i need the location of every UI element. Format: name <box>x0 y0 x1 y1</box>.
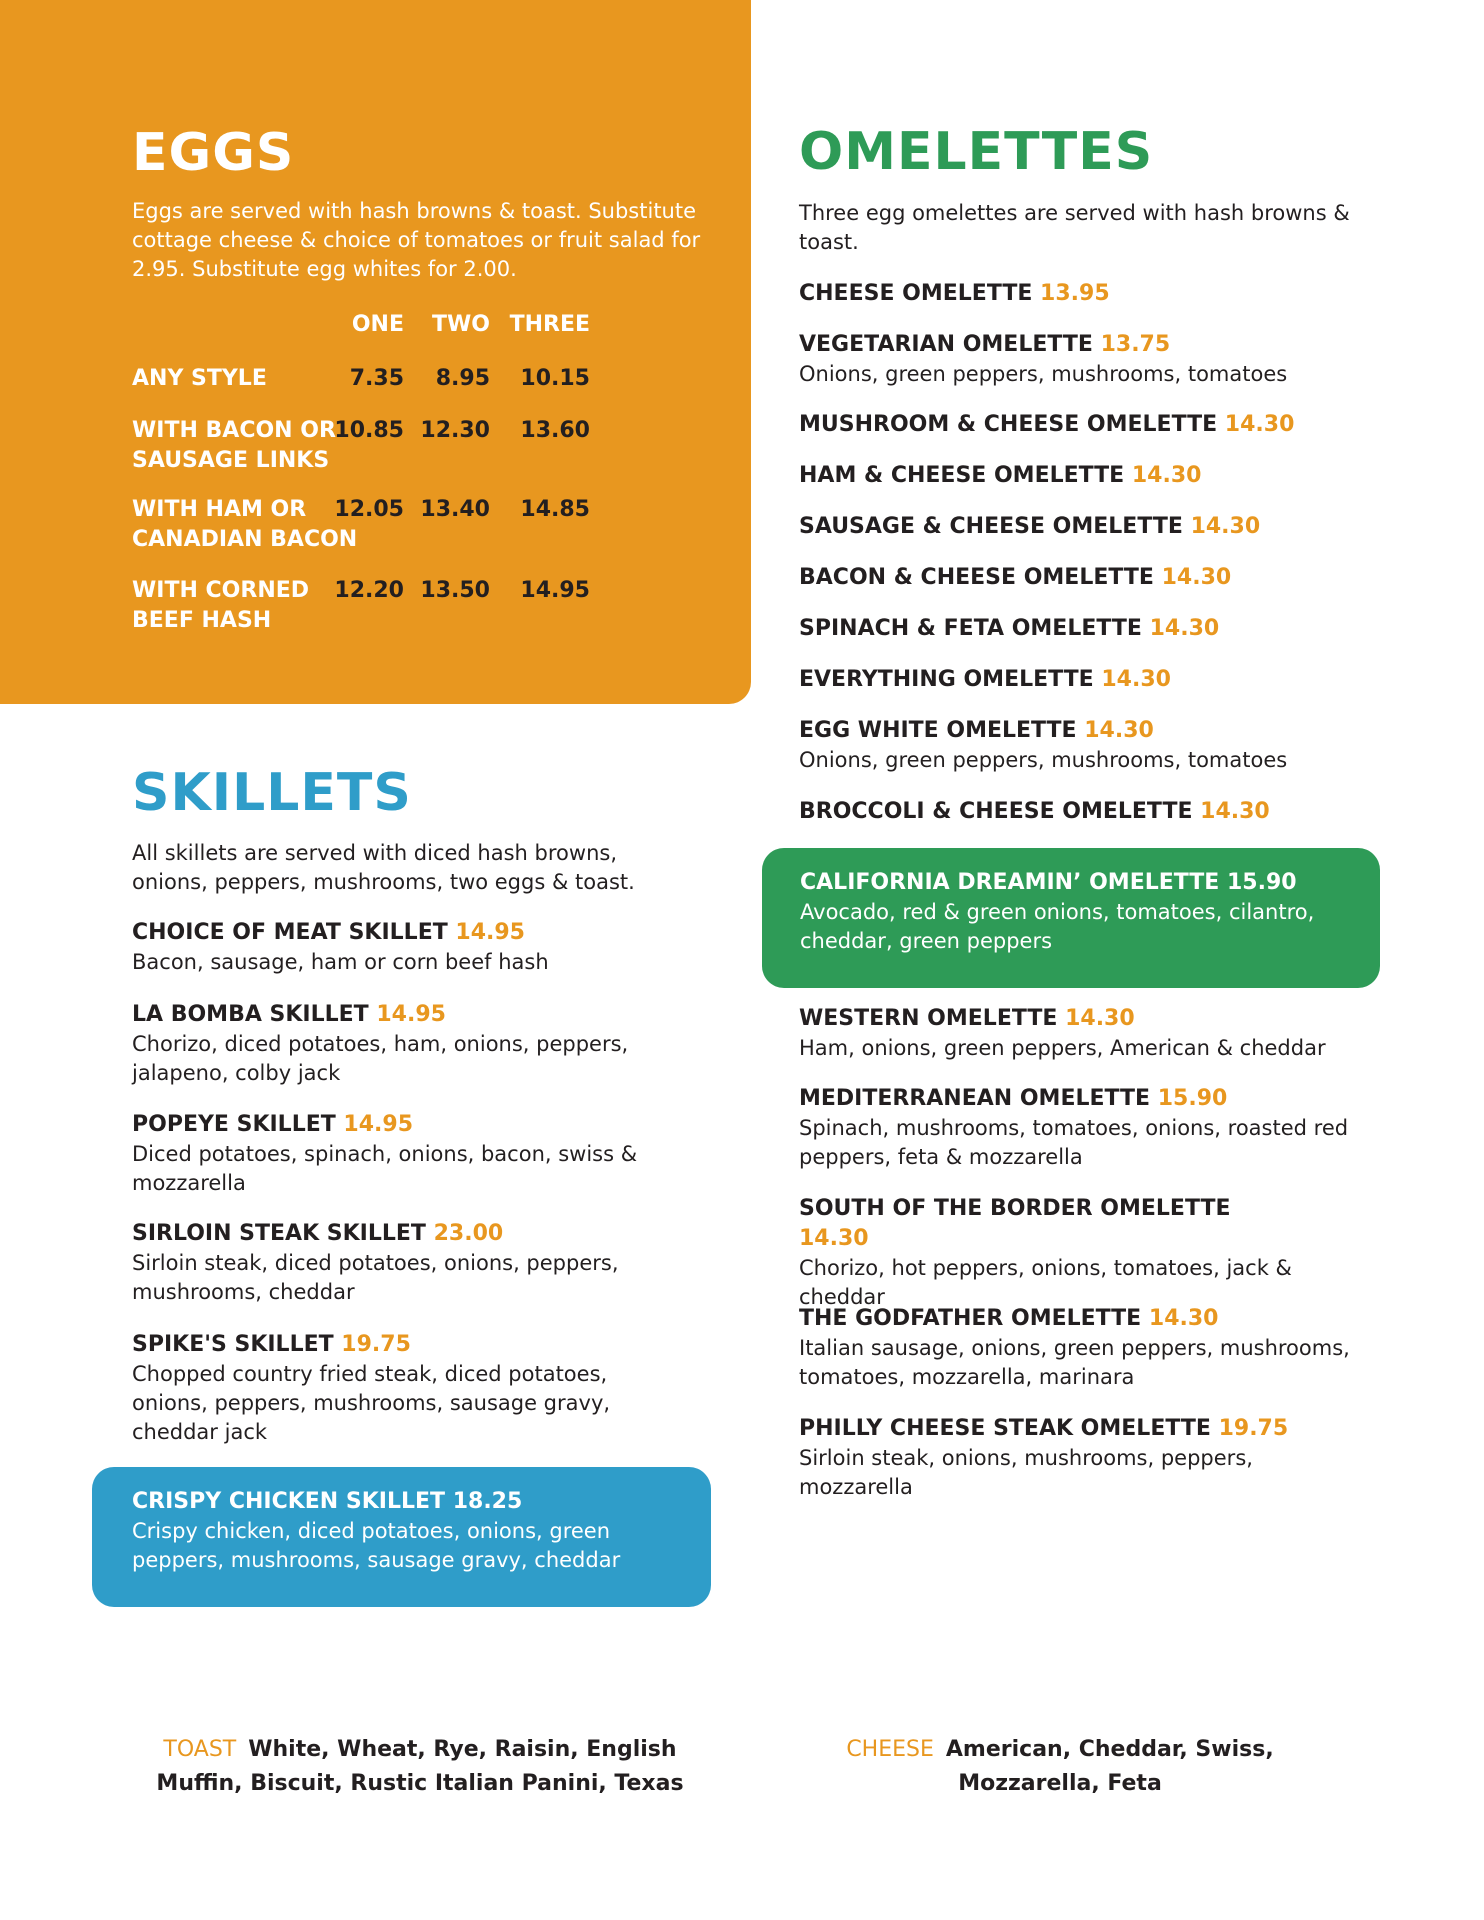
item-name: EGG WHITE OMELETTE <box>799 718 1077 743</box>
featured-menu-item <box>800 868 1360 956</box>
menu-item <box>799 1084 1359 1172</box>
item-price: 13.75 <box>1100 332 1171 357</box>
featured-omelette-box <box>762 848 1380 988</box>
item-description: Bacon, sausage, ham or corn beef hash <box>132 950 549 974</box>
item-description: Avocado, red & green onions, tomatoes, cilantro, cheddar, green peppers <box>800 900 1315 953</box>
eggs-price-three: 13.60 <box>520 418 590 443</box>
cheese-list: American, Cheddar, Swiss, Mozzarella, Feta <box>945 1737 1274 1796</box>
menu-item <box>799 1414 1339 1502</box>
eggs-row-label: ANY STYLE <box>132 366 267 391</box>
menu-item <box>799 512 1379 542</box>
item-price: 14.95 <box>343 1112 414 1137</box>
item-description: Chorizo, hot peppers, onions, tomatoes, jack & cheddar <box>799 1256 1292 1309</box>
item-price: 14.30 <box>1101 667 1171 692</box>
item-price: 14.30 <box>1200 799 1270 824</box>
eggs-row-label: WITH BACON OR SAUSAGE LINKS <box>132 418 336 473</box>
eggs-price-two: 13.50 <box>420 578 490 603</box>
eggs-title: EGGS <box>132 123 295 183</box>
eggs-price-one: 12.20 <box>334 578 404 603</box>
item-name: LA BOMBA SKILLET <box>132 1002 369 1027</box>
item-price: 14.30 <box>1148 1306 1219 1331</box>
item-description: Onions, green peppers, mushrooms, tomatoes <box>799 748 1288 772</box>
item-description: Sirloin steak, diced potatoes, onions, peppers, mushrooms, cheddar <box>132 1251 619 1304</box>
menu-item <box>799 716 1379 775</box>
eggs-row <box>132 576 652 636</box>
item-price: 14.30 <box>1224 412 1295 437</box>
menu-item <box>799 665 1379 695</box>
toast-list: White, Wheat, Rye, Raisin, English Muffin, Biscuit, Rustic Italian Panini, Texas <box>156 1737 684 1796</box>
item-name: SOUTH OF THE BORDER OMELETTE <box>799 1196 1231 1221</box>
item-name: SPINACH & FETA OMELETTE <box>799 616 1142 641</box>
item-name: VEGETARIAN OMELETTE <box>799 332 1093 357</box>
item-name: BROCCOLI & CHEESE OMELETTE <box>799 799 1193 824</box>
item-description: Sirloin steak, onions, mushrooms, peppers, mozzarella <box>799 1446 1253 1499</box>
item-name: THE GODFATHER OMELETTE <box>799 1306 1142 1331</box>
eggs-price-table <box>132 312 652 342</box>
item-name: SAUSAGE & CHEESE OMELETTE <box>799 514 1183 539</box>
cheese-options <box>840 1733 1280 1801</box>
omelettes-description: Three egg omelettes are served with hash browns & toast. <box>799 201 1350 254</box>
item-description: Ham, onions, green peppers, American & cheddar <box>799 1036 1326 1060</box>
eggs-row-label: WITH HAM OR CANADIAN BACON <box>132 497 358 552</box>
item-description: Italian sausage, onions, green peppers, mushrooms, tomatoes, mozzarella, marinara <box>799 1336 1350 1389</box>
item-price: 14.30 <box>1190 514 1261 539</box>
item-name: MEDITERRANEAN OMELETTE <box>799 1086 1151 1111</box>
menu-item <box>799 1004 1399 1063</box>
eggs-description: Eggs are served with hash browns & toast. Substitute cottage cheese & choice of tomatoes or fruit salad for 2.95. Substitute egg whites for 2.00. <box>132 199 701 281</box>
menu-item <box>799 614 1379 644</box>
item-price: 23.00 <box>433 1221 504 1246</box>
item-name: SIRLOIN STEAK SKILLET <box>132 1221 426 1246</box>
column-three: THREE <box>509 312 590 337</box>
item-name: POPEYE SKILLET <box>132 1112 336 1137</box>
item-name: CRISPY CHICKEN SKILLET <box>132 1489 446 1514</box>
menu-item <box>799 279 1379 309</box>
eggs-row-label: WITH CORNED BEEF HASH <box>132 578 310 633</box>
cheese-label: CHEESE <box>846 1737 934 1762</box>
item-name: EVERYTHING OMELETTE <box>799 667 1094 692</box>
item-name: CALIFORNIA DREAMIN’ OMELETTE <box>800 870 1220 895</box>
item-price: 18.25 <box>452 1489 523 1514</box>
eggs-price-three: 10.15 <box>520 366 590 391</box>
item-description: Diced potatoes, spinach, onions, bacon, swiss & mozzarella <box>132 1142 638 1195</box>
item-price: 14.95 <box>455 920 525 945</box>
skillets-description: All skillets are served with diced hash browns, onions, peppers, mushrooms, two eggs & toast. <box>132 841 635 894</box>
menu-item <box>132 1000 692 1088</box>
item-price: 19.75 <box>1218 1416 1289 1441</box>
eggs-price-two: 13.40 <box>420 497 490 522</box>
eggs-price-one: 12.05 <box>334 497 404 522</box>
toast-options <box>120 1733 720 1801</box>
item-price: 14.30 <box>1131 463 1202 488</box>
menu-item <box>799 330 1379 389</box>
eggs-row <box>132 364 652 424</box>
item-price: 15.90 <box>1157 1086 1228 1111</box>
item-name: MUSHROOM & CHEESE OMELETTE <box>799 412 1218 437</box>
eggs-price-one: 7.35 <box>349 366 404 391</box>
item-name: WESTERN OMELETTE <box>799 1006 1058 1031</box>
item-description: Crispy chicken, diced potatoes, onions, green peppers, mushrooms, sausage gravy, cheddar <box>132 1519 621 1572</box>
item-name: PHILLY CHEESE STEAK OMELETTE <box>799 1416 1211 1441</box>
omelettes-title: OMELETTES <box>799 122 1154 182</box>
item-description: Spinach, mushrooms, tomatoes, onions, roasted red peppers, feta & mozzarella <box>799 1116 1349 1169</box>
menu-item <box>799 461 1379 491</box>
menu-item <box>132 1110 662 1198</box>
eggs-price-three: 14.85 <box>520 497 590 522</box>
item-description: Onions, green peppers, mushrooms, tomatoes <box>799 362 1288 386</box>
item-description: Chorizo, diced potatoes, ham, onions, peppers, jalapeno, colby jack <box>132 1032 629 1085</box>
column-one: ONE <box>351 312 404 337</box>
eggs-price-three: 14.95 <box>520 578 590 603</box>
item-price: 15.90 <box>1226 870 1297 895</box>
eggs-row <box>132 416 652 476</box>
item-name: HAM & CHEESE OMELETTE <box>799 463 1125 488</box>
eggs-price-two: 8.95 <box>435 366 490 391</box>
item-description: Chopped country fried steak, diced potatoes, onions, peppers, mushrooms, sausage gravy, cheddar jack <box>132 1362 611 1444</box>
menu-item <box>799 563 1379 593</box>
item-name: SPIKE'S SKILLET <box>132 1332 334 1357</box>
item-price: 14.30 <box>1149 616 1220 641</box>
menu-item <box>132 918 692 977</box>
skillets-title: SKILLETS <box>132 763 412 823</box>
item-name: BACON & CHEESE OMELETTE <box>799 565 1154 590</box>
eggs-table-header <box>132 312 652 342</box>
menu-item <box>799 410 1379 440</box>
menu-item <box>132 1219 672 1307</box>
menu-item <box>132 1330 672 1447</box>
column-two: TWO <box>432 312 490 337</box>
item-price: 14.30 <box>1065 1006 1135 1031</box>
item-price: 19.75 <box>341 1332 411 1357</box>
menu-item <box>799 1304 1399 1392</box>
item-price: 14.30 <box>1161 565 1232 590</box>
featured-menu-item <box>132 1487 692 1575</box>
menu-item <box>799 1194 1299 1312</box>
item-name: CHOICE OF MEAT SKILLET <box>132 920 448 945</box>
featured-skillet-box <box>92 1467 711 1607</box>
item-price: 14.30 <box>799 1226 869 1251</box>
eggs-price-two: 12.30 <box>420 418 490 443</box>
item-price: 13.95 <box>1040 281 1110 306</box>
toast-label: TOAST <box>163 1737 237 1762</box>
menu-item <box>799 797 1379 827</box>
eggs-price-one: 10.85 <box>334 418 404 443</box>
item-name: CHEESE OMELETTE <box>799 281 1033 306</box>
item-price: 14.95 <box>376 1002 446 1027</box>
eggs-row <box>132 495 652 555</box>
item-price: 14.30 <box>1084 718 1154 743</box>
